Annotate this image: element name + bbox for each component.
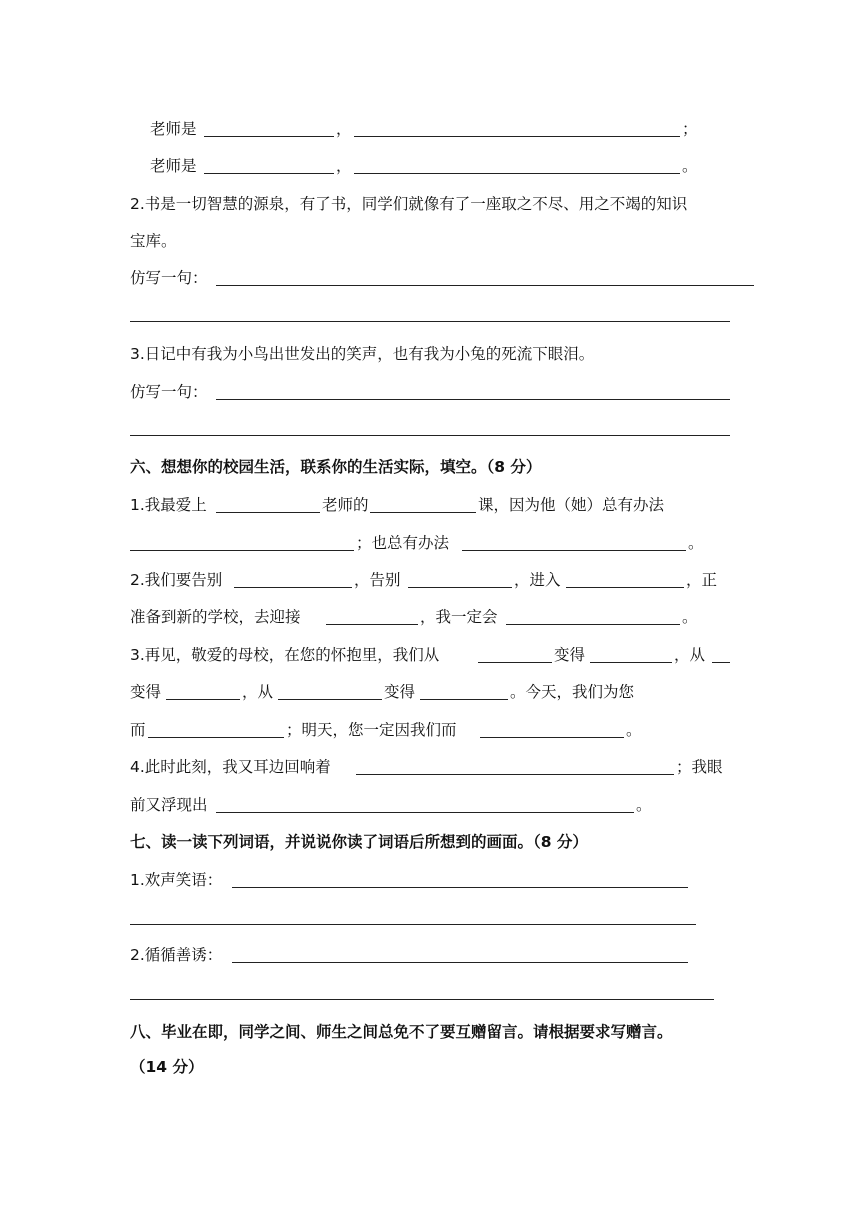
q1-blank-method-2[interactable]	[462, 550, 686, 551]
q3-blank-4[interactable]	[166, 699, 240, 700]
q3-today: 。今天，我们为您	[510, 683, 635, 701]
answer-line[interactable]	[130, 924, 696, 925]
s6-q3-line1	[130, 640, 740, 670]
answer-line[interactable]	[130, 321, 730, 322]
s6-q4-line2	[130, 790, 730, 820]
teacher-label: 老师是	[150, 157, 197, 175]
s6-q3-line2	[130, 677, 730, 707]
q2-blank-2[interactable]	[408, 587, 512, 588]
q3-blank-6[interactable]	[420, 699, 508, 700]
q3-become: 变得	[130, 683, 162, 701]
q2-blank-5[interactable]	[506, 624, 680, 625]
q3-from: ，从	[242, 683, 274, 701]
period: 。	[636, 796, 652, 814]
period: 。	[688, 534, 704, 552]
s6-q2-line1	[130, 565, 730, 595]
q2-farewell: ，告别	[354, 571, 401, 589]
imitate-answer-blank[interactable]	[216, 399, 730, 400]
q3-prefix: 3.再见，敬爱的母校，在您的怀抱里，我们从	[130, 646, 440, 664]
q3-blank-2[interactable]	[590, 662, 672, 663]
teacher-name-blank[interactable]	[204, 136, 334, 137]
question-3-text: 3.日记中有我为小鸟出世发出的笑声，也有我为小兔的死流下眼泪。	[130, 345, 595, 363]
q2-prefix: 2.我们要告别	[130, 571, 223, 589]
q1-reason: 课，因为他（她）总有办法	[478, 496, 665, 514]
word-1-blank[interactable]	[232, 887, 688, 888]
period: 。	[626, 721, 642, 739]
q3-blank-8[interactable]	[480, 737, 624, 738]
imitate-line-a	[130, 263, 760, 293]
section-8-heading-cont: （14 分）	[130, 1058, 204, 1076]
word-2-blank[interactable]	[232, 962, 688, 963]
answer-line[interactable]	[130, 999, 714, 1000]
section-8-heading: 八、毕业在即，同学之间、师生之间总免不了要互赠留言。请根据要求写赠言。	[130, 1023, 673, 1041]
word-1-line	[130, 865, 730, 895]
s6-q2-line2	[130, 602, 730, 632]
semicolon: ；	[682, 120, 698, 138]
q2-blank-1[interactable]	[234, 587, 352, 588]
comma: ，	[336, 157, 352, 175]
word-2-line	[130, 940, 730, 970]
q3-blank-3[interactable]	[712, 662, 730, 663]
question-2-text-cont: 宝库。	[130, 232, 177, 250]
q1-blank-subject[interactable]	[370, 512, 476, 513]
teacher-reason-blank[interactable]	[354, 136, 680, 137]
comma: ，	[336, 120, 352, 138]
answer-line[interactable]	[130, 435, 730, 436]
s6-q3-line3	[130, 715, 730, 745]
s6-q4-line1	[130, 752, 740, 782]
q3-become: 变得	[384, 683, 416, 701]
word-1-label: 1.欢声笑语：	[130, 871, 223, 889]
q3-blank-5[interactable]	[278, 699, 382, 700]
teacher-name-blank[interactable]	[204, 173, 334, 174]
q2-prepare: 准备到新的学校，去迎接	[130, 608, 301, 626]
section-6-heading: 六、想想你的校园生活，联系你的生活实际，填空。（8 分）	[130, 458, 542, 476]
q2-enter: ，进入	[514, 571, 561, 589]
q4-blank-1[interactable]	[356, 774, 674, 775]
q4-eye: ；我眼	[676, 758, 723, 776]
q4-emerge: 前又浮现出	[130, 796, 208, 814]
teacher-line-1	[150, 114, 710, 144]
section-7-heading: 七、读一读下列词语，并说说你读了词语后所想到的画面。（8 分）	[130, 833, 588, 851]
period: 。	[682, 608, 698, 626]
q2-will: ，我一定会	[420, 608, 498, 626]
q3-become: 变得	[554, 646, 586, 664]
q3-from: ，从	[674, 646, 706, 664]
imitate-label: 仿写一句：	[130, 269, 208, 287]
s6-q1-line2	[130, 528, 730, 558]
teacher-label: 老师是	[150, 120, 197, 138]
teacher-line-2	[150, 151, 710, 181]
q1-blank-method-1[interactable]	[130, 550, 354, 551]
q1-also: ；也总有办法	[356, 534, 450, 552]
period: 。	[682, 157, 698, 175]
q3-because: 而	[130, 721, 146, 739]
q4-prefix: 4.此时此刻，我又耳边回响着	[130, 758, 331, 776]
q4-blank-2[interactable]	[216, 812, 634, 813]
q1-teacher-of: 老师的	[322, 496, 369, 514]
teacher-reason-blank[interactable]	[354, 173, 680, 174]
q2-blank-4[interactable]	[326, 624, 418, 625]
q1-prefix: 1.我最爱上	[130, 496, 207, 514]
s6-q1-line1	[130, 490, 730, 520]
imitate-label: 仿写一句：	[130, 383, 208, 401]
q3-tomorrow: ；明天，您一定因我们而	[286, 721, 457, 739]
q2-blank-3[interactable]	[566, 587, 684, 588]
q3-blank-1[interactable]	[478, 662, 552, 663]
q2-zheng: ，正	[686, 571, 718, 589]
word-2-label: 2.循循善诱：	[130, 946, 223, 964]
q3-blank-7[interactable]	[148, 737, 284, 738]
q1-blank-teacher[interactable]	[216, 512, 320, 513]
imitate-answer-blank[interactable]	[216, 285, 754, 286]
imitate-line-b	[130, 377, 740, 407]
question-2-text: 2.书是一切智慧的源泉，有了书，同学们就像有了一座取之不尽、用之不竭的知识	[130, 195, 688, 213]
